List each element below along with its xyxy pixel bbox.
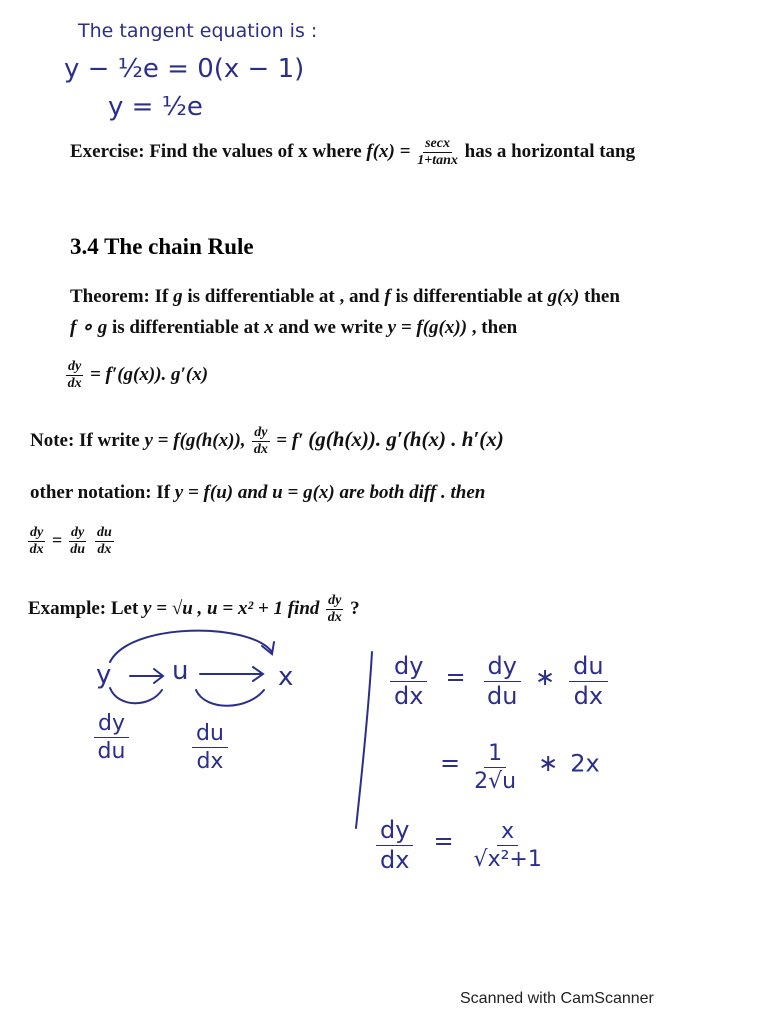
- section-title: 3.4 The chain Rule: [70, 234, 254, 259]
- example-dx: dx: [327, 610, 342, 625]
- work-du-1: du: [487, 682, 518, 711]
- theorem-text-2b: and we write: [278, 317, 383, 338]
- example-dy: dy: [328, 593, 342, 608]
- work-du-2: du: [569, 654, 607, 682]
- theorem-composition: y = f(g(x)): [387, 317, 468, 338]
- work-times-2: ∗: [538, 749, 559, 778]
- work-result: [376, 818, 542, 873]
- theorem-f: f: [384, 286, 391, 307]
- diagram-dudx: [192, 722, 228, 773]
- work-eq-2: =: [440, 749, 461, 778]
- theorem-text-c: is differentiable at: [395, 286, 543, 307]
- formula-dy: dy: [68, 359, 82, 374]
- theorem-gx: g(x): [547, 286, 580, 307]
- formula-rhs: = f′(g(x)). g′(x): [89, 363, 209, 385]
- diagram-y: y: [96, 660, 112, 690]
- leibniz-dx-1: dx: [29, 542, 44, 557]
- work-times-1: ∗: [534, 663, 556, 692]
- other-notation-label: other notation: If: [30, 482, 171, 503]
- note-dy: dy: [254, 425, 268, 440]
- work-dx-3: dx: [380, 846, 410, 875]
- diagram-dx: dx: [196, 749, 224, 775]
- work-result-den: √x²+1: [473, 847, 542, 873]
- work-2sqrtu: 2√u: [474, 769, 517, 795]
- diagram-dydu: [94, 712, 129, 763]
- work-eq-3: =: [433, 827, 454, 856]
- work-step-1: [390, 654, 608, 709]
- exercise-frac-den: 1+tanx: [417, 153, 458, 168]
- exercise-text: Find the values of x where: [149, 140, 362, 162]
- diagram-du-2: du: [192, 722, 228, 748]
- arc-u-to-x-under: [196, 690, 264, 706]
- work-2x: 2x: [570, 749, 600, 778]
- example-label: Example: Let: [28, 597, 139, 619]
- exercise-frac-num: secx: [425, 136, 450, 151]
- diagram-du: du: [97, 739, 126, 765]
- exercise-text-end: has a horizontal tang: [464, 140, 636, 162]
- work-dy-2: dy: [484, 654, 521, 682]
- leibniz-dx-2: dx: [97, 542, 112, 557]
- arc-y-to-x: [110, 631, 272, 662]
- tangent-result-rhs: ½e: [161, 92, 203, 122]
- work-divider: [356, 652, 372, 828]
- note-eq: y = f(g(h(x)),: [144, 429, 246, 451]
- note-label: Note: If write: [30, 429, 140, 451]
- theorem-text-2a: is differentiable at: [111, 317, 260, 338]
- exercise-fx: f(x) =: [366, 140, 411, 162]
- theorem-g: g: [173, 286, 183, 307]
- leibniz-dy-1: dy: [30, 525, 44, 540]
- formula-dx: dx: [67, 376, 82, 391]
- note-dx: dx: [253, 442, 268, 457]
- work-eq-1: =: [445, 663, 466, 692]
- scanner-watermark: Scanned with CamScanner: [460, 990, 654, 1007]
- work-result-num: x: [497, 820, 518, 846]
- arc-y-to-u-under: [110, 688, 162, 703]
- leibniz-equals: =: [51, 529, 63, 550]
- other-notation-eq: y = f(u) and u = g(x) are both diff . then: [174, 482, 486, 503]
- theorem-x: x: [264, 317, 274, 338]
- theorem-text-b: is differentiable at , and: [187, 286, 380, 307]
- exercise-label: Exercise:: [70, 140, 145, 162]
- work-step-2: [440, 742, 600, 793]
- theorem-intro: Theorem: If: [70, 286, 169, 307]
- leibniz-du-2: du: [96, 525, 112, 540]
- tangent-equation: y − ½e = 0(x − 1): [64, 54, 305, 84]
- work-dx-1: dx: [394, 682, 424, 711]
- tangent-title: The tangent equation is :: [78, 20, 318, 42]
- diagram-u: u: [172, 656, 189, 686]
- work-dy-3: dy: [376, 818, 413, 846]
- theorem-fog: f ∘ g: [70, 317, 108, 338]
- leibniz-dy-2: dy: [70, 525, 85, 540]
- diagram-x: x: [278, 662, 294, 692]
- example-eq: y = √u , u = x² + 1 find: [143, 597, 320, 619]
- note-rhs-b: (g(h(x)). g′(h(x) . h′(x): [308, 426, 504, 451]
- note-rhs-a: = f′: [276, 429, 304, 451]
- leibniz-du-1: du: [70, 542, 85, 557]
- work-dy-1: dy: [390, 654, 427, 682]
- theorem-then: then: [584, 286, 620, 307]
- diagram-dy: dy: [94, 712, 129, 738]
- work-dx-2: dx: [573, 682, 604, 711]
- tangent-result-lhs: y =: [108, 92, 162, 122]
- theorem-text-2c: , then: [471, 317, 518, 338]
- work-one: 1: [484, 742, 506, 768]
- example-question: ?: [350, 597, 360, 619]
